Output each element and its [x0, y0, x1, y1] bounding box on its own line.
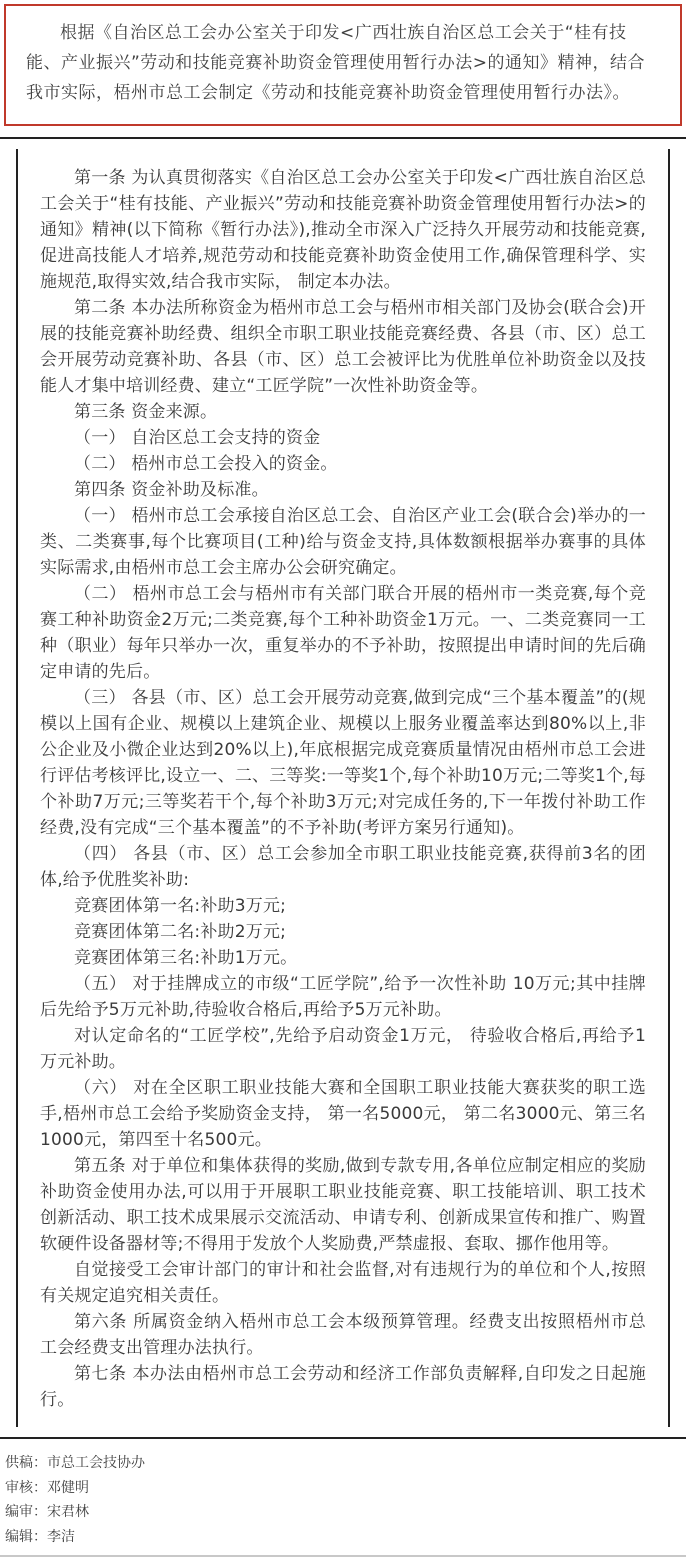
footer-label: 审核： [5, 1479, 47, 1496]
intro-text: 根据《自治区总工会办公室关于印发<广西壮族自治区总工会关于“桂有技能、产业振兴”劳动和技能竞赛补助资金管理使用暂行办法>的通知》精神，结合我市实际，梧州市总工会制定《劳动和技能竞赛补助资金管理使用暂行办法》。 [26, 23, 646, 103]
bottom-divider [0, 1437, 686, 1439]
paragraph: （二） 梧州市总工会投入的资金。 [74, 454, 338, 474]
footer-line [5, 1500, 686, 1525]
paragraph: （三） 各县（市、区）总工会开展劳动竞赛,做到完成“三个基本覆盖”的(规模以上国有企业、规模以上建筑企业、规模以上服务业覆盖率达到80%以上,非公企业及小微企业达到20%以上),年底根据完成竞赛质量情况由梧州市总工会进行评估考核评比,设立一、二、三等奖:一等奖1个,每个补助10万元;二等奖1个,每个补助7万元;三等奖若干个,每个补助3万元;对完成任务的,下一年拨付补助工作经费,没有完成“三个基本覆盖”的不予补助(考评方案另行通知)。 [40, 688, 646, 838]
paragraph: （四） 各县（市、区）总工会参加全市职工职业技能竞赛,获得前3名的团体,给予优胜奖补助: [40, 844, 646, 890]
paragraph: 对认定命名的“工匠学校”,先给予启动资金1万元， 待验收合格后,再给予1万元补助。 [40, 1026, 646, 1072]
footer-label: 供稿： [5, 1455, 47, 1471]
footer-line [5, 1476, 686, 1501]
paragraph: （五） 对于挂牌成立的市级“工匠学院”,给予一次性补助 10万元;其中挂牌后先给予5万元补助,待验收合格后,再给予5万元补助。 [40, 974, 646, 1020]
intro-box [4, 4, 682, 126]
page [0, 4, 686, 1545]
paragraph: 第三条 资金来源。 [74, 402, 218, 422]
footer-value: 邓健明 [47, 1479, 89, 1496]
paragraph: 第一条 为认真贯彻落实《自治区总工会办公室关于印发<广西壮族自治区总工会关于“桂有技能、产业振兴”劳动和技能竞赛补助资金管理使用暂行办法>的通知》精神(以下简称《暂行办法》),推动全市深入广泛持久开展劳动和技能竞赛,促进高技能人才培养,规范劳动和技能竞赛补助资金使用工作,确保管理科学、实施规范,取得实效,结合我市实际， 制定本办法。 [40, 168, 646, 292]
footer-value: 市总工会技协办 [47, 1455, 145, 1471]
footer-line [5, 1525, 686, 1550]
paragraph: 第四条 资金补助及标准。 [74, 480, 269, 500]
paragraph: （一） 自治区总工会支持的资金 [74, 428, 321, 448]
footer-value: 宋君林 [47, 1504, 89, 1520]
footer-label: 编审： [5, 1504, 47, 1520]
paragraph: （一） 梧州市总工会承接自治区总工会、自治区产业工会(联合会)举办的一类、二类赛事,每个比赛项目(工种)给与资金支持,具体数额根据举办赛事的具体实际需求,由梧州市总工会主席办公会研究确定。 [40, 506, 646, 578]
paragraph: 竞赛团体第三名:补助1万元。 [74, 948, 298, 968]
document-body [40, 165, 646, 1413]
paragraph: 第二条 本办法所称资金为梧州市总工会与梧州市相关部门及协会(联合会)开展的技能竞赛补助经费、组织全市职工职业技能竞赛经费、各县（市、区）总工会开展劳动竞赛补助、各县（市、区）总工会被评比为优胜单位补助资金以及技能人才集中培训经费、建立“工匠学院”一次性补助资金等。 [40, 298, 646, 396]
paragraph: 竞赛团体第一名:补助3万元; [74, 896, 287, 916]
paragraph: （六） 对在全区职工职业技能大赛和全国职工职业技能大赛获奖的职工选手,梧州市总工会给予奖励资金支持， 第一名5000元， 第二名3000元、第三名1000元，第四至十名500元。 [40, 1078, 646, 1150]
paragraph: 第六条 所属资金纳入梧州市总工会本级预算管理。经费支出按照梧州市总工会经费支出管理办法执行。 [40, 1312, 646, 1358]
footer-label: 编辑： [5, 1528, 47, 1545]
paragraph: 自觉接受工会审计部门的审计和社会监督,对有违规行为的单位和个人,按照有关规定追究相关责任。 [40, 1260, 646, 1306]
top-divider [0, 137, 686, 139]
paragraph: 第五条 对于单位和集体获得的奖励,做到专款专用,各单位应制定相应的奖励补助资金使用办法,可以用于开展职工职业技能竞赛、职工技能培训、职工技术创新活动、职工技术成果展示交流活动、申请专利、创新成果宣传和推广、购置软硬件设备器材等;不得用于发放个人奖励费,严禁虚报、套取、挪作他用等。 [40, 1156, 646, 1254]
paragraph: 竞赛团体第二名:补助2万元; [74, 922, 287, 942]
document-box [16, 149, 670, 1427]
footer-line [5, 1451, 686, 1476]
footer [5, 1451, 686, 1549]
footer-value: 李洁 [47, 1528, 75, 1545]
paragraph: 第七条 本办法由梧州市总工会劳动和经济工作部负责解释,自印发之日起施行。 [40, 1364, 646, 1410]
paragraph: （二） 梧州市总工会与梧州市有关部门联合开展的梧州市一类竞赛,每个竞赛工种补助资金2万元;二类竞赛,每个工种补助资金1万元。一、二类竞赛同一工种（职业）每年只举办一次，重复举办的不予补助，按照提出申请时间的先后确定申请的先后。 [40, 584, 646, 682]
